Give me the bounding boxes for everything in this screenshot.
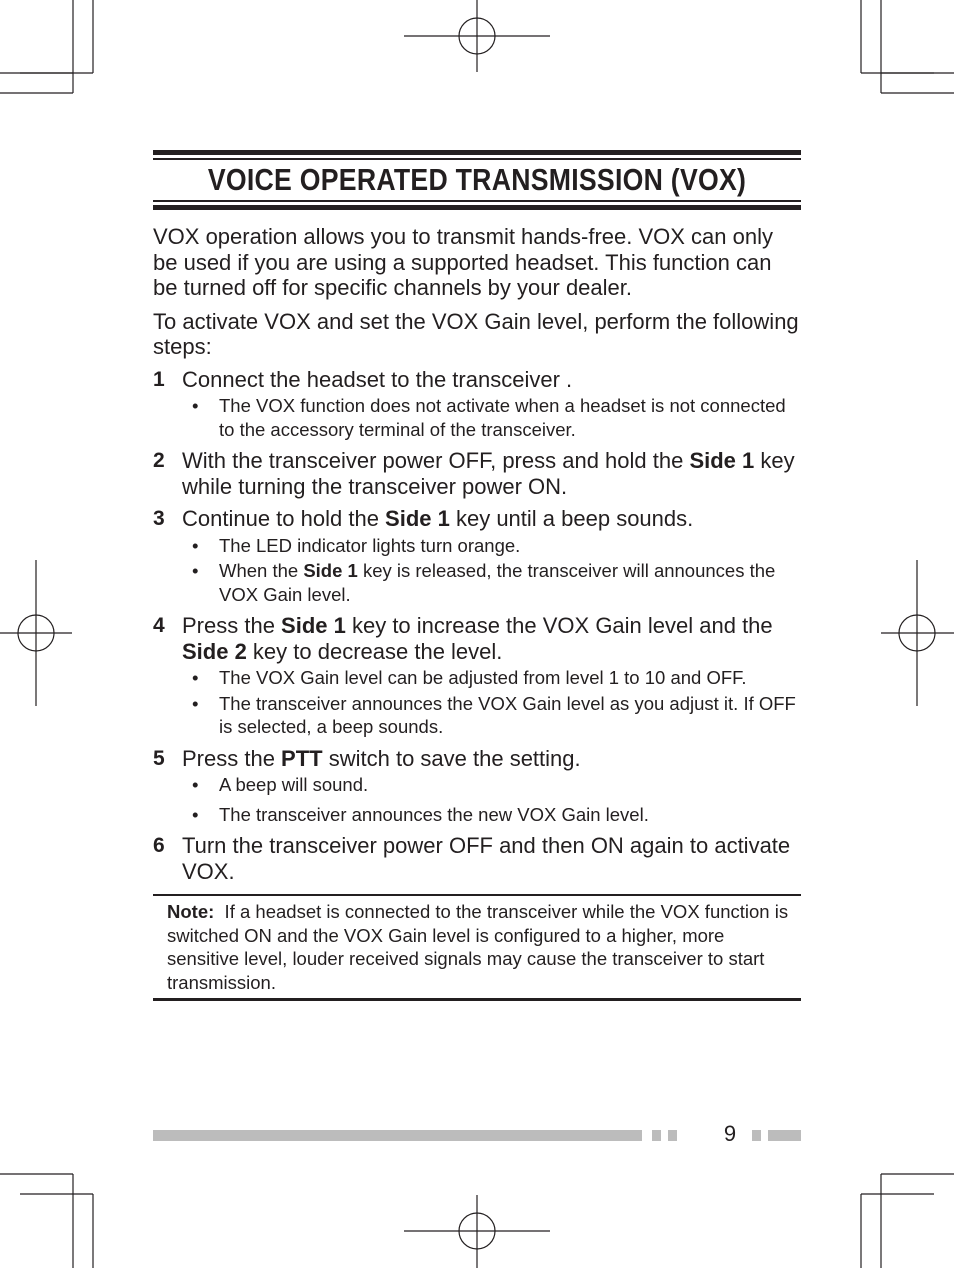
step-item [153, 367, 801, 442]
footer-bar-left [153, 1130, 642, 1141]
key-name: Side 1 [689, 448, 755, 473]
step-bullets [182, 666, 801, 739]
step-number: 3 [153, 507, 165, 530]
footer-square [668, 1130, 677, 1141]
intro-paragraph-2: To activate VOX and set the VOX Gain level, perform the following steps: [153, 308, 799, 359]
note-label: Note: [167, 901, 215, 922]
step-text: With the transceiver power OFF, press and hold the Side 1 key while turning the transceiver power ON. [182, 448, 795, 499]
key-name: Side 1 [281, 613, 346, 638]
step-text: Press the PTT switch to save the setting. [182, 745, 581, 771]
key-name: Side 2 [182, 638, 247, 664]
bullet-item: • The transceiver announces the VOX Gain level as you adjust it. If OFF is selected, a beep sounds. [192, 692, 796, 737]
bullet-item: • When the Side 1 key is released, the transceiver will announces the VOX Gain level. [192, 560, 776, 605]
footer-bar-right [768, 1130, 801, 1141]
bullet-dot: • [192, 395, 199, 416]
bullet-dot: • [192, 803, 199, 825]
step-text: Press the Side 1 key to increase the VOX Gain level and the Side 2 key to decrease the level. [182, 613, 773, 664]
page-content [153, 150, 801, 1001]
bullet-item: • A beep will sound. [192, 774, 369, 795]
key-name: PTT [281, 745, 323, 771]
title-rule-bottom [153, 205, 801, 210]
footer-square [652, 1130, 661, 1141]
footer-square [752, 1130, 761, 1141]
note-box [153, 894, 801, 1001]
step-text: Continue to hold the Side 1 key until a beep sounds. [182, 506, 694, 531]
step-text: Turn the transceiver power OFF and then ON again to activate VOX. [182, 833, 791, 884]
step-item [153, 448, 801, 499]
note-text: If a headset is connected to the transceiver while the VOX function is switched ON and the VOX Gain level is configured to a higher, more sensitive level, louder received signals may cause the transceiver to start transmission. [167, 901, 794, 993]
bullet-dot: • [192, 534, 199, 556]
step-bullets [182, 534, 801, 607]
page-title: VOICE OPERATED TRANSMISSION (VOX) [207, 162, 747, 197]
bullet-item: • The LED indicator lights turn orange. [192, 534, 521, 556]
steps-list [153, 367, 801, 885]
step-item [153, 613, 801, 739]
key-name: Side 1 [303, 560, 358, 581]
bullet-item: • The VOX Gain level can be adjusted from level 1 to 10 and OFF. [192, 667, 747, 688]
key-name: Side 1 [385, 506, 450, 531]
page-number: 9 [723, 1121, 737, 1146]
title-rule-top [153, 150, 801, 155]
intro-paragraph: VOX operation allows you to transmit hands-free. VOX can only be used if you are using a supported headset. This function can be turned off for specific channels by your dealer. [153, 224, 773, 300]
step-item [153, 506, 801, 606]
step-item [153, 746, 801, 827]
step-number: 4 [153, 614, 165, 637]
step-number: 6 [153, 834, 165, 857]
bullet-dot: • [192, 774, 199, 795]
bullet-item: • The transceiver announces the new VOX Gain level. [192, 803, 649, 825]
step-text: Connect the headset to the transceiver . [182, 366, 573, 392]
step-bullets [182, 773, 801, 826]
bullet-dot: • [192, 667, 199, 688]
step-number: 5 [153, 746, 165, 770]
step-item [153, 833, 801, 884]
step-bullets [182, 394, 801, 441]
step-number: 1 [153, 367, 165, 391]
title-rule-bottom-thin [153, 200, 801, 202]
bullet-dot: • [192, 560, 199, 581]
bullet-dot: • [192, 692, 199, 714]
bullet-item: • The VOX function does not activate when a headset is not connected to the accessory terminal of the transceiver. [192, 395, 786, 440]
step-number: 2 [153, 449, 165, 472]
